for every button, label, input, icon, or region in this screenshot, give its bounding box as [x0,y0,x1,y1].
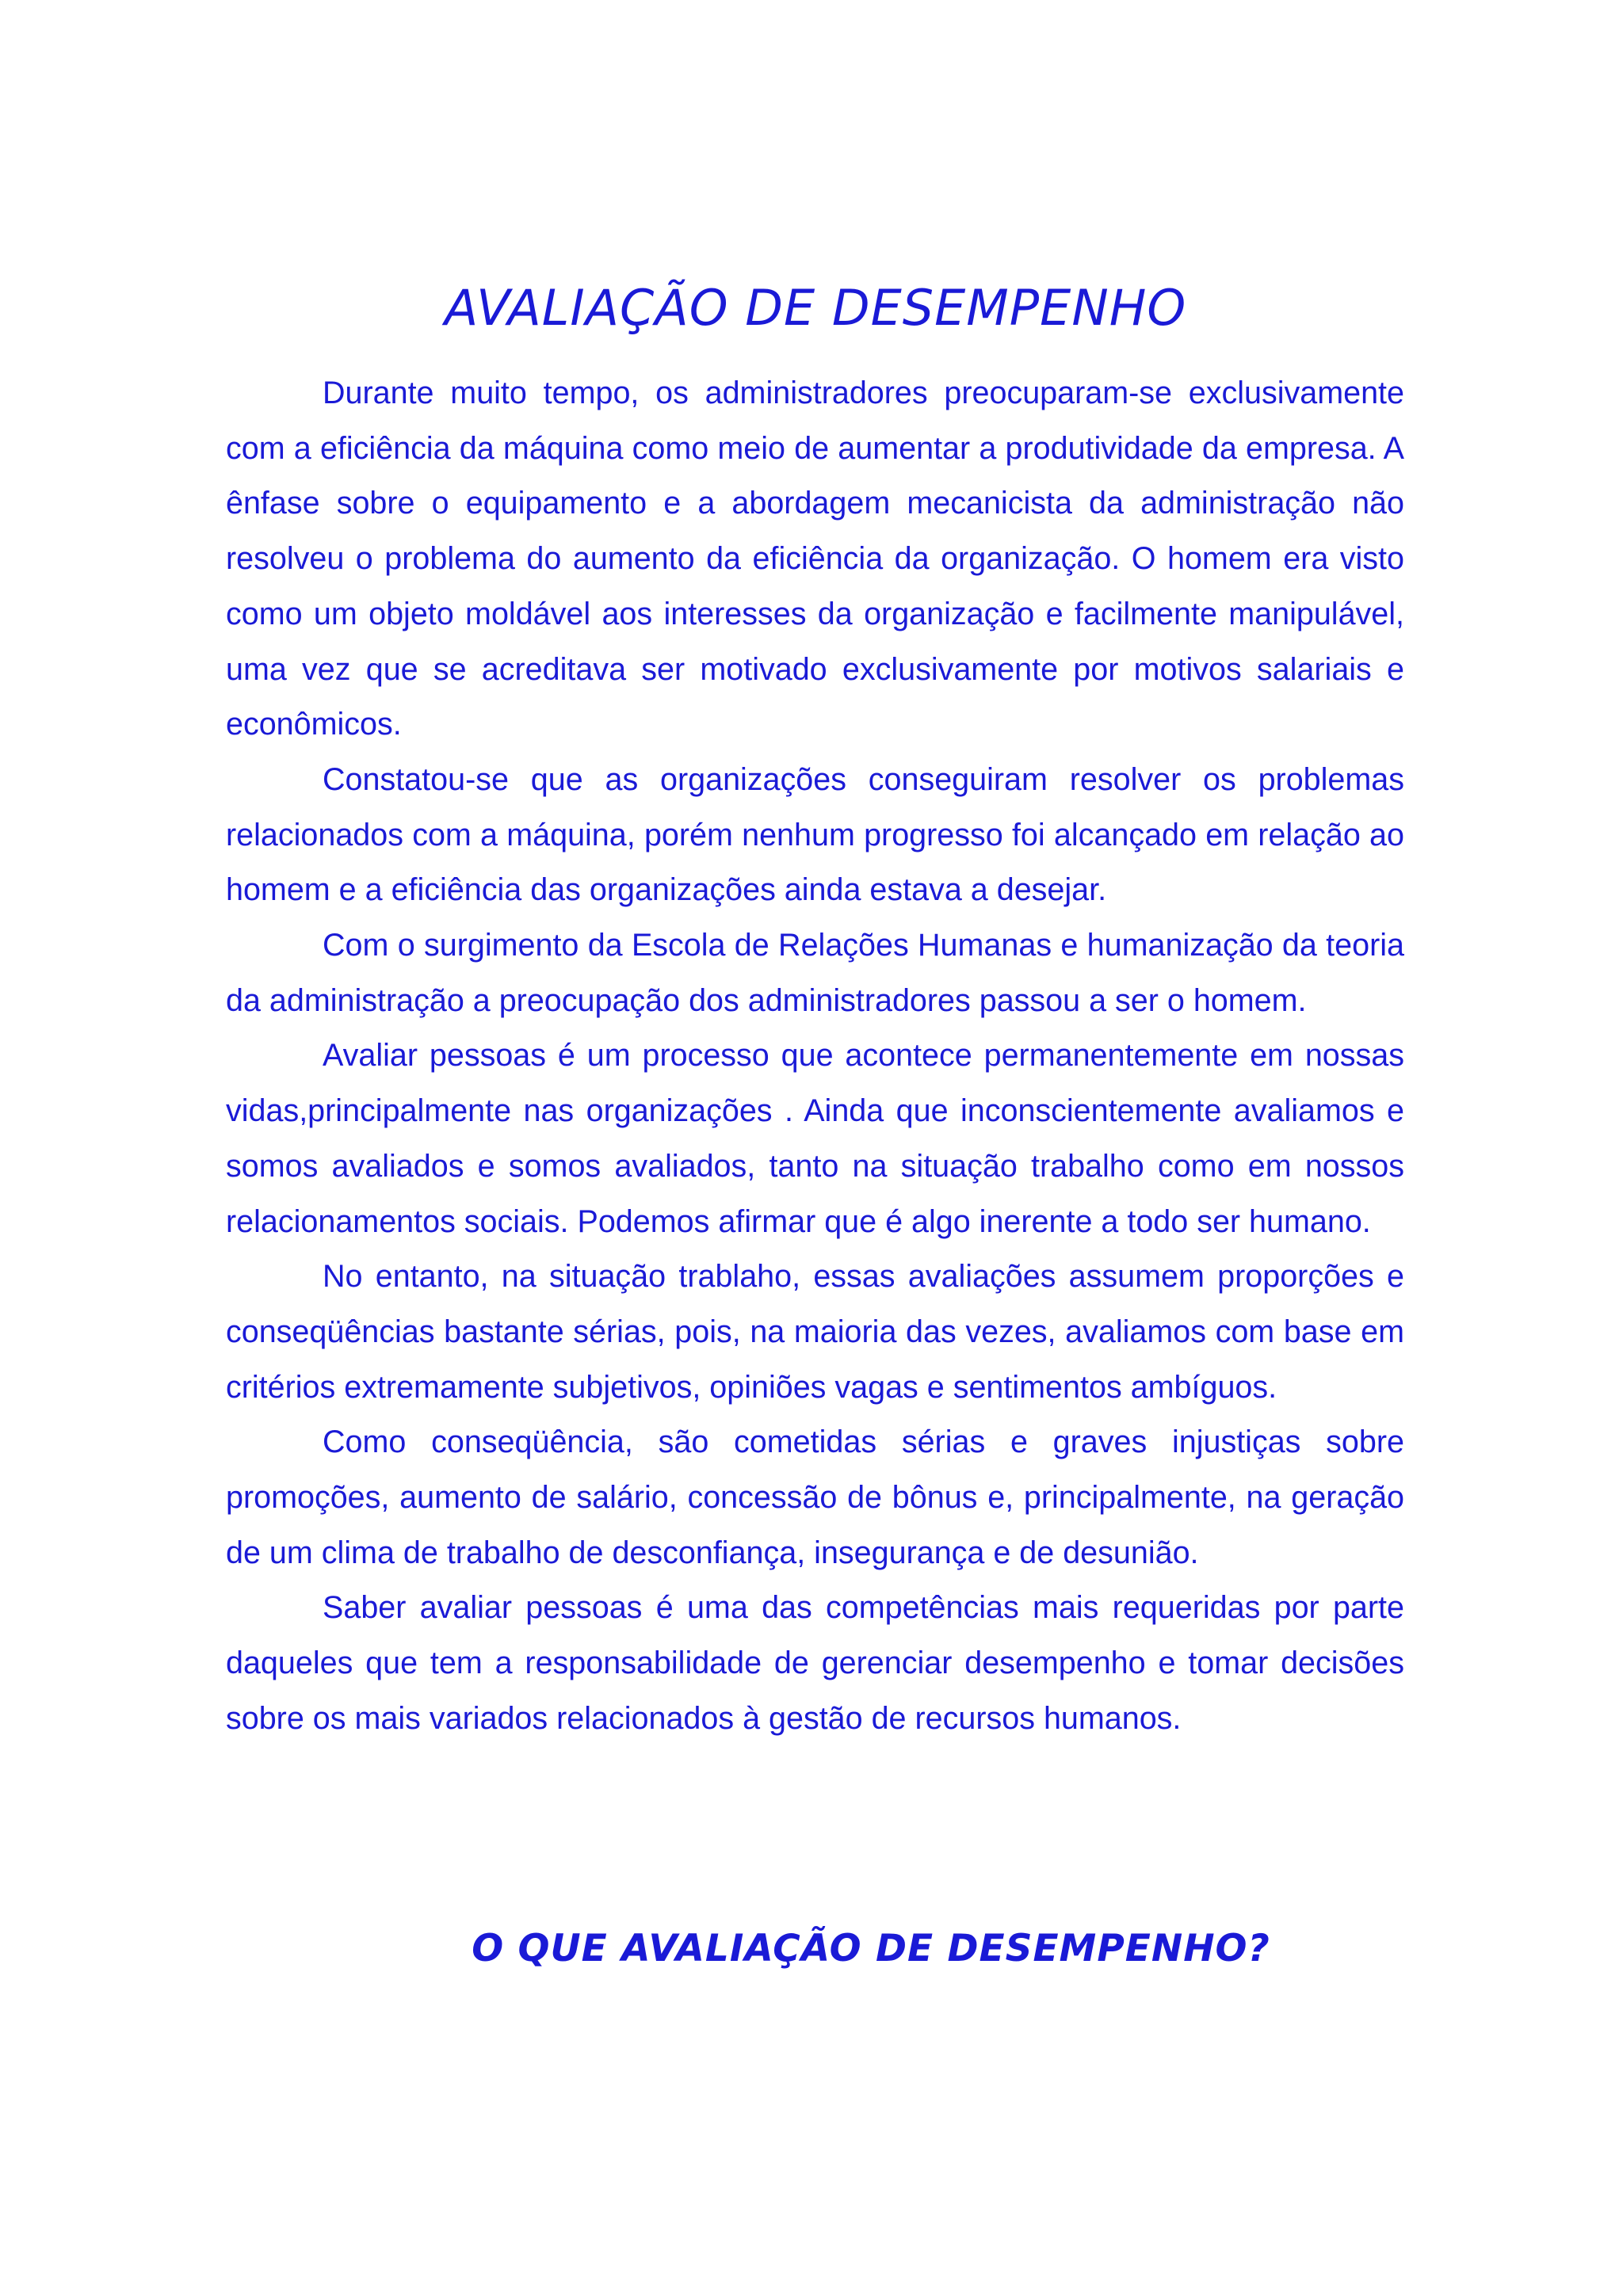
paragraph: Como conseqüência, são cometidas sérias e graves injustiças sobre promoções, aumento de salário, concessão de bônus e, principalmente, na geração de um clima de trabalho de desconfiança, insegurança e de desunião. [226,1425,1404,1570]
paragraph: Durante muito tempo, os administradores preocuparam-se exclusivamente com a eficiência da máquina como meio de aumentar a produtividade da empresa. A ênfase sobre o equipamento e a abordagem mecanicista da administração não resolveu o problema do aumento da eficiência da organização. O homem era visto como um objeto moldável aos interesses da organização e facilmente manipulável, uma vez que se acreditava ser motivado exclusivamente por motivos salariais e econômicos. [226,376,1404,742]
page-title-text: AVALIAÇÃO DE DESEMPENHO [444,279,1187,337]
paragraph: Com o surgimento da Escola de Relações Humanas e humanização da teoria da administração a preocupação dos administradores passou a ser o homem. [226,928,1404,1018]
section-heading [0,1927,1623,1971]
paragraph: Saber avaliar pessoas é uma das competências mais requeridas por parte daqueles que tem a responsabilidade de gerenciar desempenho e tomar decisões sobre os mais variados relacionados à gestão de recursos humanos. [226,1590,1404,1736]
section-heading-text: O QUE AVALIAÇÃO DE DESEMPENHO? [472,1927,1270,1970]
paragraph: Avaliar pessoas é um processo que acontece permanentemente em nossas vidas,principalmente nas organizações . Ainda que inconscientemente avaliamos e somos avaliados e somos avaliados, tanto na situação trabalho como em nossos relacionamentos sociais. Podemos afirmar que é algo inerente a todo ser humano. [226,1038,1404,1239]
paragraph: No entanto, na situação trablaho, essas avaliações assumem proporções e conseqüências bastante sérias, pois, na maioria das vezes, avaliamos com base em critérios extremamente subjetivos, opiniões vagas e sentimentos ambíguos. [226,1259,1404,1405]
paragraph: Constatou-se que as organizações conseguiram resolver os problemas relacionados com a máquina, porém nenhum progresso foi alcançado em relação ao homem e a eficiência das organizações ainda estava a desejar. [226,761,1404,908]
page-title [0,279,1623,338]
document-body [226,366,1404,1747]
